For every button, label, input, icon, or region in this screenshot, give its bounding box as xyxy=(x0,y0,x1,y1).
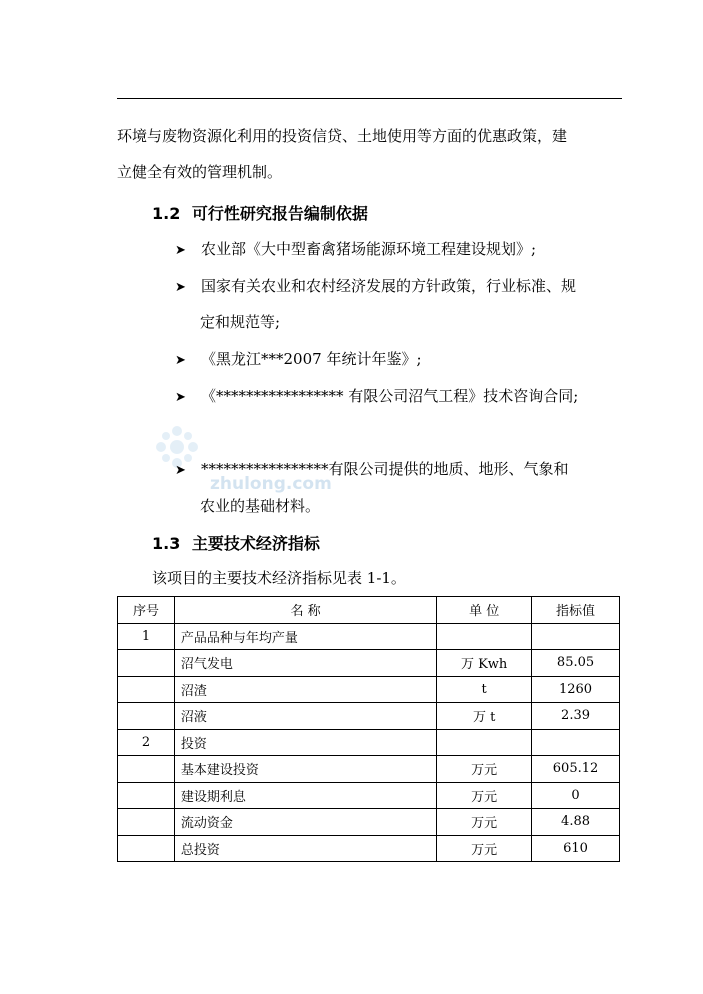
intro-line-2: 立健全有效的管理机制。 xyxy=(117,163,283,181)
cell-unit: 万元 xyxy=(437,782,532,809)
header-name: 名 称 xyxy=(174,597,436,624)
section-title: 可行性研究报告编制依据 xyxy=(191,204,368,223)
section-number: 1.3 xyxy=(152,534,181,553)
cell-name: 投资 xyxy=(174,729,436,756)
cell-no xyxy=(118,676,175,703)
bullet-continuation: 农业的基础材料。 xyxy=(200,497,321,515)
cell-name: 总投资 xyxy=(174,835,436,862)
table-row xyxy=(118,623,620,650)
arrow-bullet-icon: ➤ xyxy=(175,243,186,258)
cell-no: 2 xyxy=(118,729,175,756)
bullet-item xyxy=(175,385,578,406)
table-row xyxy=(118,809,620,836)
cell-unit: 万元 xyxy=(437,835,532,862)
arrow-bullet-icon: ➤ xyxy=(175,463,186,478)
cell-value xyxy=(532,729,620,756)
cell-unit: 万 t xyxy=(437,703,532,730)
watermark-text: zhulong.com xyxy=(210,474,332,494)
cell-value: 0 xyxy=(532,782,620,809)
header-rule xyxy=(117,98,622,99)
table-intro: 该项目的主要技术经济指标见表 1-1。 xyxy=(152,569,406,587)
table-header-row xyxy=(118,597,620,624)
bullet-text: 《***************** 有限公司沼气工程》技术咨询合同; xyxy=(201,387,579,405)
bullet-item xyxy=(175,348,422,369)
bullet-text: 农业部《大中型畜禽猪场能源环境工程建设规划》; xyxy=(201,240,537,258)
cell-value: 605.12 xyxy=(532,756,620,783)
cell-no xyxy=(118,782,175,809)
header-value: 指标值 xyxy=(532,597,620,624)
cell-no xyxy=(118,703,175,730)
cell-name: 沼液 xyxy=(174,703,436,730)
table-row xyxy=(118,703,620,730)
section-1-3-heading xyxy=(152,531,320,554)
cell-name: 沼渣 xyxy=(174,676,436,703)
cell-value: 1260 xyxy=(532,676,620,703)
table-row xyxy=(118,676,620,703)
cell-unit xyxy=(437,729,532,756)
cell-value: 85.05 xyxy=(532,650,620,677)
cell-no xyxy=(118,650,175,677)
cell-unit: 万元 xyxy=(437,809,532,836)
arrow-bullet-icon: ➤ xyxy=(175,353,186,368)
header-no: 序号 xyxy=(118,597,175,624)
cell-no: 1 xyxy=(118,623,175,650)
cell-no xyxy=(118,835,175,862)
cell-unit: t xyxy=(437,676,532,703)
table-row xyxy=(118,782,620,809)
bullet-text: 《黑龙江***2007 年统计年鉴》; xyxy=(201,350,422,368)
cell-value: 4.88 xyxy=(532,809,620,836)
cell-name: 沼气发电 xyxy=(174,650,436,677)
bullet-item xyxy=(175,275,576,296)
cell-value xyxy=(532,623,620,650)
cell-unit: 万 Kwh xyxy=(437,650,532,677)
cell-unit xyxy=(437,623,532,650)
table-row xyxy=(118,835,620,862)
arrow-bullet-icon: ➤ xyxy=(175,280,186,295)
table-row xyxy=(118,729,620,756)
section-number: 1.2 xyxy=(152,204,181,223)
cell-name: 流动资金 xyxy=(174,809,436,836)
section-1-2-heading xyxy=(152,201,368,224)
bullet-item xyxy=(175,458,569,479)
bullet-continuation: 定和规范等; xyxy=(200,313,281,331)
cell-value: 610 xyxy=(532,835,620,862)
cell-no xyxy=(118,809,175,836)
header-unit: 单 位 xyxy=(437,597,532,624)
cell-name: 产品品种与年均产量 xyxy=(174,623,436,650)
bullet-text: *****************有限公司提供的地质、地形、气象和 xyxy=(201,460,569,478)
bullet-item xyxy=(175,238,536,259)
intro-line-1: 环境与废物资源化利用的投资信贷、土地使用等方面的优惠政策，建 xyxy=(117,127,568,145)
table-row xyxy=(118,650,620,677)
cell-value: 2.39 xyxy=(532,703,620,730)
table-row xyxy=(118,756,620,783)
cell-no xyxy=(118,756,175,783)
cell-unit: 万元 xyxy=(437,756,532,783)
arrow-bullet-icon: ➤ xyxy=(175,390,186,405)
section-title: 主要技术经济指标 xyxy=(191,534,320,553)
cell-name: 基本建设投资 xyxy=(174,756,436,783)
bullet-text: 国家有关农业和农村经济发展的方针政策，行业标准、规 xyxy=(201,277,577,295)
cell-name: 建设期利息 xyxy=(174,782,436,809)
indicator-table xyxy=(117,596,620,862)
